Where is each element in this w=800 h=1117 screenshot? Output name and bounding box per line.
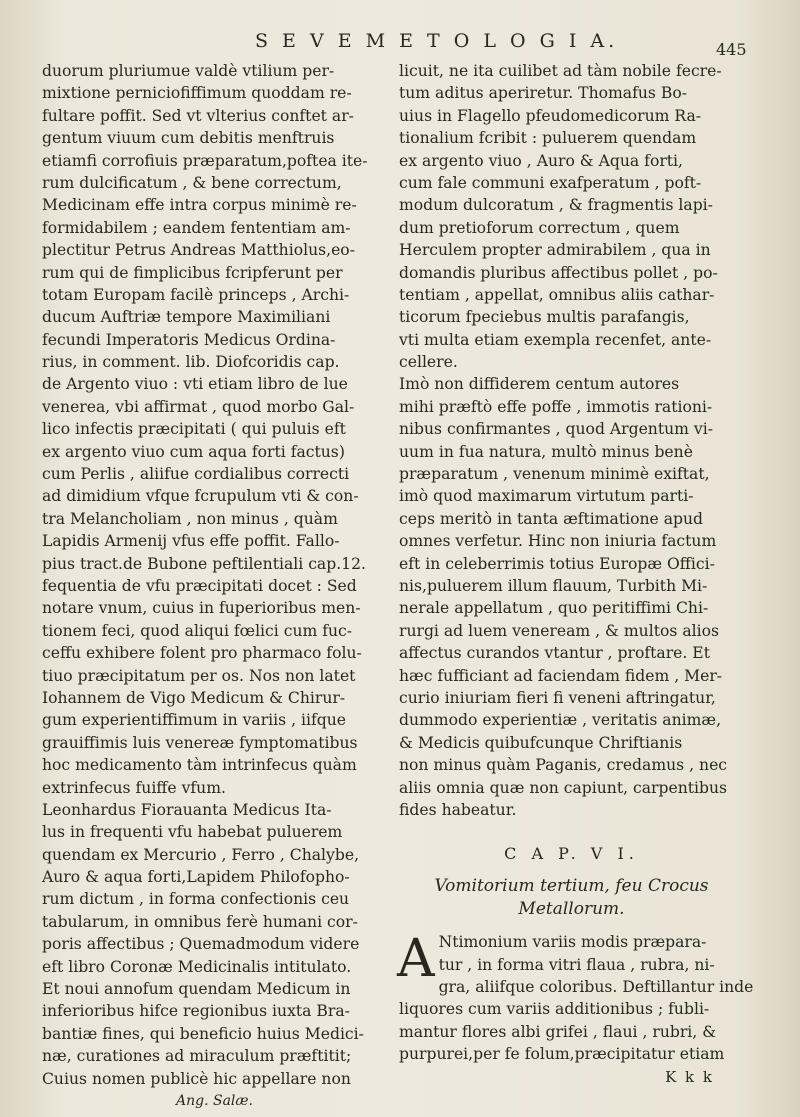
text-line: non minus quàm Paganis, credamus , nec <box>399 756 728 775</box>
text-line: quendam ex Mercurio , Ferro , Chalybe, <box>42 845 360 864</box>
text-line: cellere. <box>399 353 458 372</box>
text-line: extrinfecus fuiffe vfum. <box>42 778 226 797</box>
text-line: hoc medicamento tàm intrinfecus quàm <box>42 756 357 775</box>
text-line: nis,puluerem illum flauum, Turbith Mi- <box>399 576 708 595</box>
text-line: pius tract.de Bubone peftilentiali cap.12. <box>42 554 366 573</box>
text-line: rius, in comment. lib. Diofcoridis cap. <box>42 353 340 372</box>
text-line: ceps meritò in tanta æftimatione apud <box>399 509 704 528</box>
text-line: poris affectibus ; Quemadmodum videre <box>42 935 360 954</box>
text-line: curio iniuriam fieri fi veneni aftringatur, <box>399 688 716 707</box>
text-line: fequentia de vfu præcipitati docet : Sed <box>42 576 357 595</box>
text-line: modum dulcoratum , & fragmentis lapi- <box>399 196 713 215</box>
text-line: ceffu exhibere folent pro pharmaco folu- <box>42 644 362 663</box>
text-line: etiamfi corrofiuis præparatum,poftea ite- <box>42 151 368 170</box>
chapter-title-line-2: Metallorum. <box>518 899 625 920</box>
text-line: liquores cum variis additionibus ; fubli- <box>399 1000 710 1019</box>
chapter-label: C A P. V I. <box>504 844 639 864</box>
text-line: ad dimidium vfque fcrupulum vti & con- <box>42 487 359 506</box>
chapter-title <box>399 875 744 921</box>
text-line: Lapidis Armenij vfus effe poffit. Fallo- <box>42 532 340 551</box>
text-line: præparatum , venenum minimè exiftat, <box>399 465 710 484</box>
catchword: K k k <box>665 1067 714 1086</box>
text-line: gentum viuum cum debitis menftruis <box>42 129 335 148</box>
text-line: ticorum fpeciebus multis parafangis, <box>399 308 690 327</box>
text-line: Cuius nomen publicè hic appellare non <box>42 1069 351 1088</box>
text-line: duorum pluriumue valdè vtilium per- <box>42 62 335 80</box>
text-line: tiuo præcipitatum per os. Nos non latet <box>42 666 356 685</box>
chapter-body <box>397 929 754 1065</box>
text-line: affectus curandos vtantur , proftare. Et <box>399 644 710 663</box>
text-line: de Argento viuo : vti etiam libro de lue <box>42 375 348 394</box>
text-line: Imò non diffiderem centum autores <box>399 375 680 394</box>
text-line: ex argento viuo , Auro & Aqua forti, <box>399 151 683 170</box>
text-line: ducum Auftriæ tempore Maximiliani <box>42 308 331 327</box>
text-line: eft libro Coronæ Medicinalis intitulato. <box>42 957 352 976</box>
text-line: Auro & aqua forti,Lapidem Philofopho- <box>42 868 350 887</box>
text-line: tra Melancholiam , non minus , quàm <box>42 509 338 528</box>
drop-cap: A <box>397 929 435 990</box>
text-line: Iohannem de Vigo Medicum & Chirur- <box>42 688 346 707</box>
text-line: fultare poffit. Sed vt vlterius conftet ar- <box>42 106 354 125</box>
text-line: gra, aliifque coloribus. Deftillantur inde <box>438 978 754 997</box>
text-line: mantur flores albi grifei , flaui , rubri, & <box>399 1022 717 1041</box>
text-line: tentiam , appellat, omnibus aliis cathar- <box>399 285 715 304</box>
text-line: eft in celeberrimis totius Europæ Offici- <box>399 554 715 573</box>
signature-mark: Ang. Salæ. <box>175 1092 253 1109</box>
text-line: fides habeatur. <box>399 800 517 819</box>
text-line: notare vnum, cuius in fuperioribus men- <box>42 599 361 618</box>
running-title: S E V E M E T O L O G I A. <box>255 30 619 52</box>
text-line: gum experientiffimum in variis , iifque <box>42 711 347 730</box>
chapter-title-line-1: Vomitorium tertium, feu Crocus <box>434 876 709 897</box>
left-column <box>42 60 387 1112</box>
text-line: aliis omnia quæ non capiunt, carpentibus <box>399 778 728 797</box>
text-line: lico infectis præcipitati ( qui puluis eft <box>42 420 346 439</box>
text-line: lus in frequenti vfu habebat puluerem <box>42 823 343 842</box>
running-head <box>0 30 800 64</box>
text-line: nerale appellatum , quo peritiffimi Chi- <box>399 599 709 618</box>
text-line: bantiæ fines, qui beneficio huius Medici- <box>42 1024 364 1043</box>
text-line: dummodo experientiæ , veritatis animæ, <box>399 711 722 730</box>
text-line: tionem feci, quod aliqui fœlici cum fuc- <box>42 621 353 640</box>
text-line: fecundi Imperatoris Medicus Ordina- <box>42 330 336 349</box>
page-number: 445 <box>716 40 747 59</box>
text-line: rum dictum , in forma confectionis ceu <box>42 890 350 909</box>
chapter-first-line: Ntimonium variis modis præpara- <box>438 933 707 952</box>
text-line: tabularum, in omnibus ferè humani cor- <box>42 912 358 931</box>
text-line: nibus confirmantes , quod Argentum vi- <box>399 420 713 439</box>
text-line: tur , in forma vitri flaua , rubra, ni- <box>438 955 715 974</box>
text-line: omnes verfetur. Hinc non iniuria factum <box>399 532 717 551</box>
text-line: ex argento viuo cum aqua forti factus) <box>42 442 345 461</box>
text-line: cum Perlis , aliifue cordialibus correcti <box>42 465 350 484</box>
text-line: vti multa etiam exempla recenfet, ante- <box>399 330 712 349</box>
text-line: cum fale communi exafperatum , poft- <box>399 173 702 192</box>
text-line: imò quod maximarum virtutum parti- <box>399 487 694 506</box>
text-line: Leonhardus Fiorauanta Medicus Ita- <box>42 800 332 819</box>
text-line: uum in fua natura, multò minus benè <box>399 442 693 461</box>
text-line: Medicinam effe intra corpus minimè re- <box>42 196 357 215</box>
text-line: venerea, vbi affirmat , quod morbo Gal- <box>42 397 355 416</box>
right-column <box>397 60 754 1088</box>
text-line: grauiffimis luis venereæ fymptomatibus <box>42 733 358 752</box>
text-line: rum dulcificatum , & bene correctum, <box>42 173 342 192</box>
text-line: inferioribus hifce regionibus iuxta Bra- <box>42 1002 350 1021</box>
right-column-text <box>399 60 744 821</box>
text-line: & Medicis quibufcunque Chriftianis <box>399 733 683 752</box>
text-line: Et noui annofum quendam Medicum in <box>42 980 351 999</box>
text-line: mixtione perniciofiffimum quoddam re- <box>42 84 352 103</box>
text-line: tum aditus aperiretur. Thomafus Bo- <box>399 84 687 103</box>
text-line: totam Europam facilè princeps , Archi- <box>42 285 350 304</box>
chapter-lines <box>399 954 754 1066</box>
text-line: uius in Flagello pfeudomedicorum Ra- <box>399 106 702 125</box>
text-line: purpurei,per fe folum,præcipitatur etiam <box>399 1045 725 1064</box>
text-line: formidabilem ; eandem fententiam am- <box>42 218 351 237</box>
text-line: næ, curationes ad miraculum præftitit; <box>42 1047 352 1066</box>
text-line: domandis pluribus affectibus pollet , po- <box>399 263 718 282</box>
text-line: tionalium fcribit : puluerem quendam <box>399 129 697 148</box>
text-line: mihi præftò effe poffe , immotis rationi- <box>399 397 713 416</box>
text-line: dum pretioforum correctum , quem <box>399 218 680 237</box>
text-line: plectitur Petrus Andreas Matthiolus,eo- <box>42 241 355 260</box>
text-line: rum qui de fimplicibus fcripferunt per <box>42 263 343 282</box>
text-line: hæc fufficiant ad faciendam fidem , Mer- <box>399 666 723 685</box>
text-line: licuit, ne ita cuilibet ad tàm nobile fecre- <box>399 62 722 80</box>
text-line: rurgi ad luem veneream , & multos alios <box>399 621 719 640</box>
text-line: Herculem propter admirabilem , qua in <box>399 241 711 260</box>
